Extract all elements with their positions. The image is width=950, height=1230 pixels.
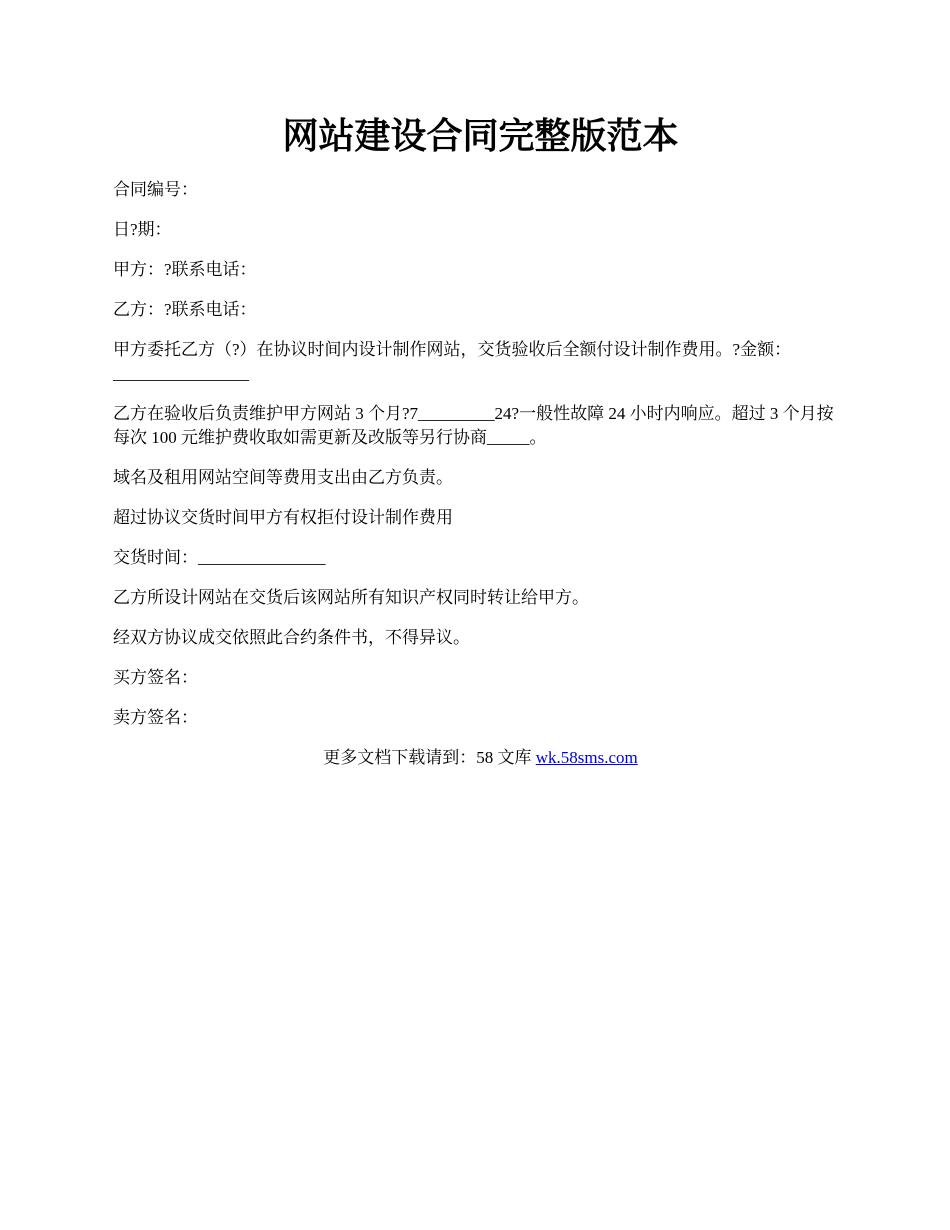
date-line: 日?期： — [113, 220, 172, 239]
footer-text: 更多文档下载请到：58 文库 — [323, 748, 536, 767]
document-title: 网站建设合同完整版范本 — [282, 116, 679, 156]
delivery-overdue-clause: 超过协议交货时间甲方有权拒付设计制作费用 — [113, 508, 453, 527]
agreement-clause: 经双方协议成交依照此合约条件书，不得异议。 — [113, 628, 470, 647]
seller-signature-line: 卖方签名： — [113, 708, 198, 727]
footer-link[interactable]: wk.58sms.com — [535, 748, 638, 767]
commission-clause: 甲方委托乙方（?）在协议时间内设计制作网站，交货验收后全额付设计制作费用。?金额：________________ — [113, 340, 792, 383]
maintenance-clause: 乙方在验收后负责维护甲方网站 3 个月?7_________24?一般性故障 24 小时内响应。超过 3 个月按每次 100 元维护费收取如需更新及改版等另行协商_____。 — [113, 404, 834, 447]
buyer-signature-line: 买方签名： — [113, 668, 198, 687]
document-content — [113, 112, 848, 770]
party-a-line: 甲方：?联系电话： — [113, 260, 257, 279]
contract-number-line: 合同编号： — [113, 180, 198, 199]
download-footer — [113, 746, 848, 770]
domain-hosting-clause: 域名及租用网站空间等费用支出由乙方负责。 — [113, 468, 453, 487]
ip-transfer-clause: 乙方所设计网站在交货后该网站所有知识产权同时转让给甲方。 — [113, 588, 589, 607]
delivery-time-line: 交货时间：_______________ — [113, 548, 326, 567]
party-b-line: 乙方：?联系电话： — [113, 300, 257, 319]
